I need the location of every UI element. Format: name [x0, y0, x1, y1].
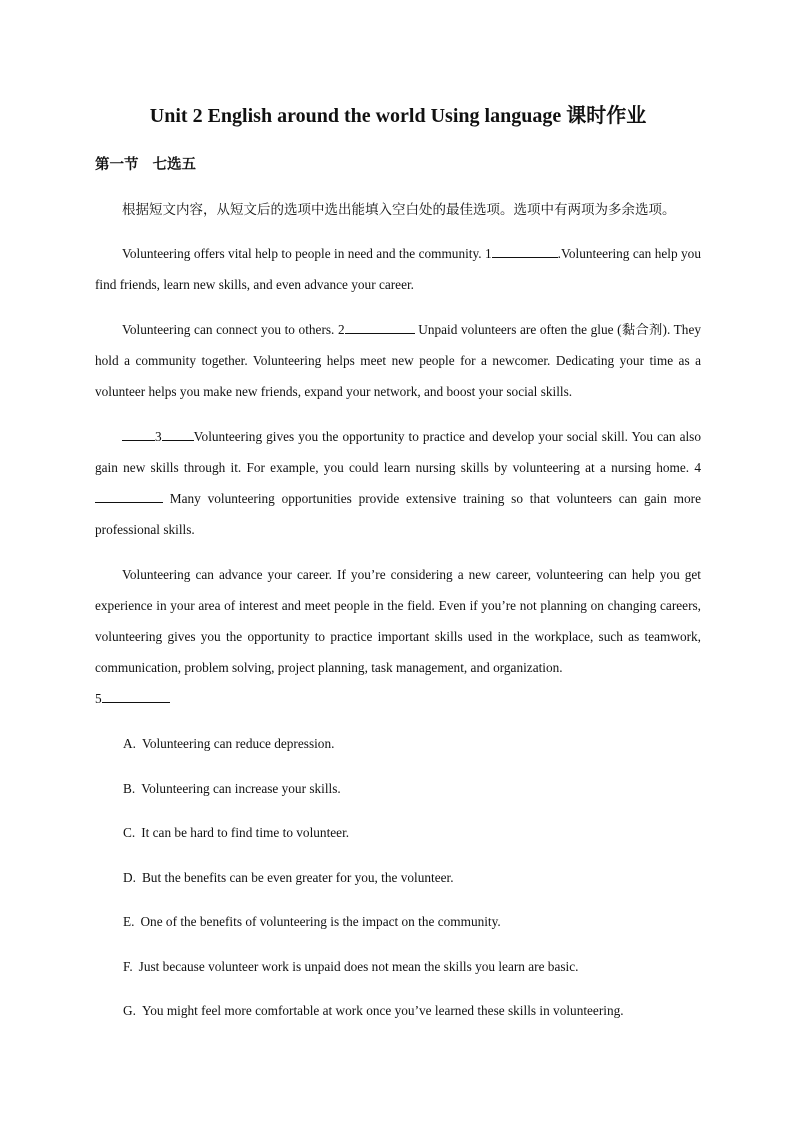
option-g: G. You might feel more comfortable at work once you’ve learned these skills in volunteering.	[123, 1003, 624, 1018]
section-label: 第一节	[95, 157, 139, 173]
answer-blank-2	[345, 321, 415, 334]
passage-paragraph-2: Volunteering can connect you to others. 2 Unpaid volunteers are often the glue (黏合剂). They hold a community together. Volunteering helps meet new people for a newcomer. Dedicating your time as a volunteer helps you make new friends, expand your network, and boost your social skills.	[95, 322, 701, 399]
options-list	[123, 733, 624, 1045]
answer-blank-4	[95, 490, 163, 503]
passage-paragraph-1: Volunteering offers vital help to people in need and the community. 1 .Volunteering can help you find friends, learn new skills, and even advance your career.	[95, 246, 701, 292]
blank-number-5: 5	[95, 691, 102, 706]
passage-paragraph-3: 3 Volunteering gives you the opportunity to practice and develop your social skill. You can also gain new skills through it. For example, you could learn nursing skills by volunteering at a nursing home. 4 Many volunteering opportunities provide extensive training so that volunteers can gain more professional skills.	[95, 429, 701, 537]
option-a: A. Volunteering can reduce depression.	[123, 736, 335, 751]
answer-blank-3-left	[122, 428, 155, 441]
blank-number-3: 3	[155, 429, 162, 444]
instruction-text: 根据短文内容，从短文后的选项中选出能填入空白处的最佳选项。选项中有两项为多余选项。	[122, 202, 676, 218]
passage-paragraph-4: Volunteering can advance your career. If you’re considering a new career, volunteering can help you get experience in your area of interest and meet people in the field. Even if you’re not planning on changing careers, volunteering gives you the opportunity to practice important skills used in the workplace, such as teamwork, communication, problem solving, project planning, task management, and organization. 5	[95, 559, 701, 714]
answer-blank-1	[492, 245, 558, 258]
answer-blank-3-right	[162, 428, 194, 441]
answer-blank-5	[102, 690, 170, 703]
option-d: D. But the benefits can be even greater for you, the volunteer.	[123, 869, 454, 885]
option-f: F. Just because volunteer work is unpaid does not mean the skills you learn are basic.	[123, 958, 579, 974]
section-name: 七选五	[152, 157, 196, 173]
section-heading	[95, 154, 196, 176]
option-c: C. It can be hard to find time to volunteer.	[123, 825, 350, 840]
option-e: E. One of the benefits of volunteering is the impact on the community.	[123, 914, 501, 929]
document-title: Unit 2 English around the world Using language 课时作业	[149, 105, 647, 127]
option-b: B. Volunteering can increase your skills.	[123, 780, 341, 796]
